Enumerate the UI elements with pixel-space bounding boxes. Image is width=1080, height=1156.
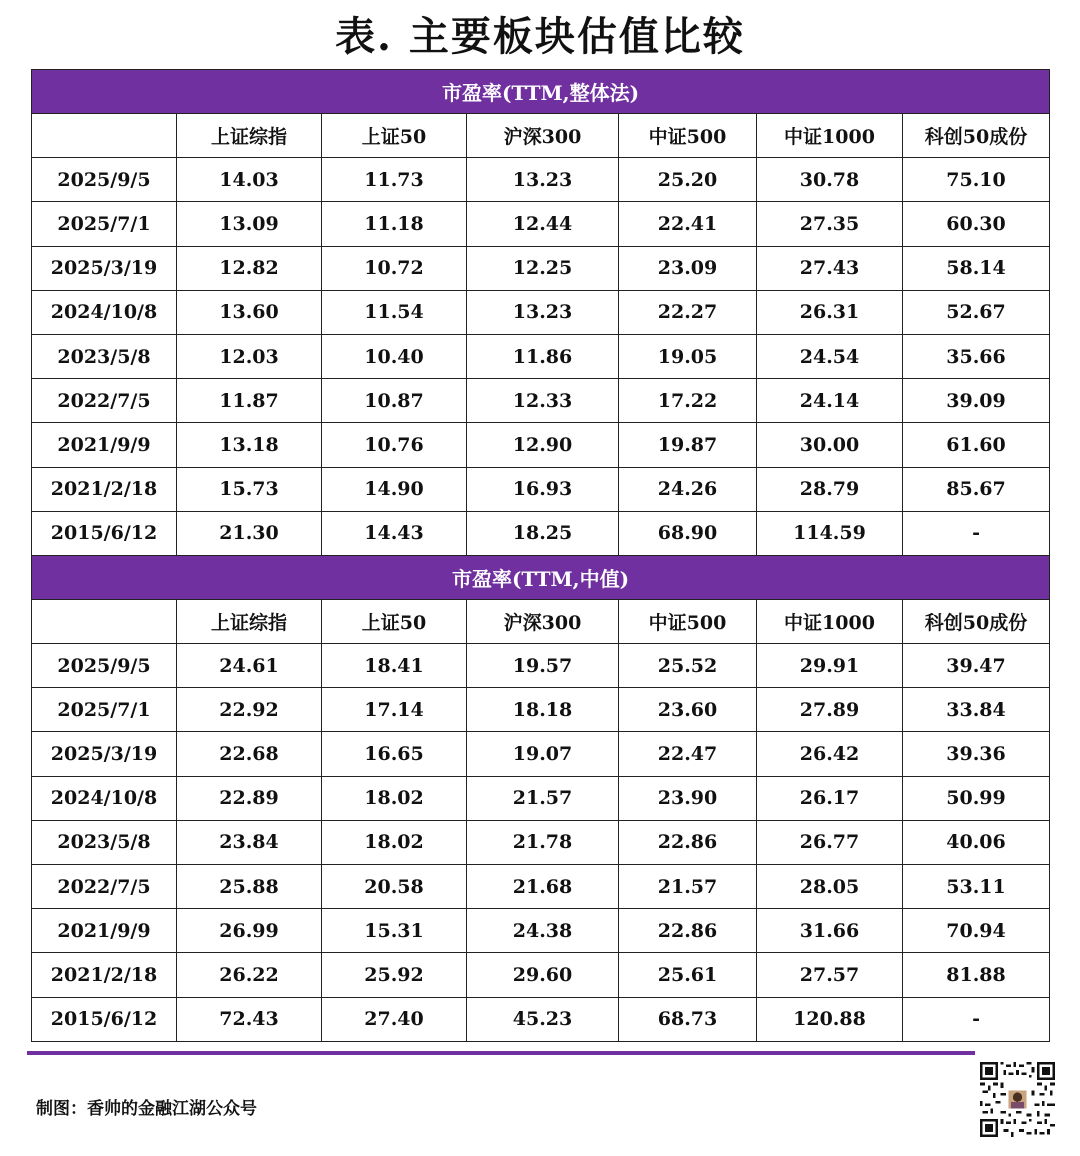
value-cell: 17.14 <box>322 688 467 732</box>
value-cell: 18.02 <box>322 776 467 820</box>
table-row <box>32 379 1050 423</box>
value-cell: 26.99 <box>177 909 322 953</box>
value-cell: 29.91 <box>757 644 903 688</box>
table-row <box>32 334 1050 378</box>
column-header: 中证500 <box>619 114 757 158</box>
column-header: 沪深300 <box>467 114 619 158</box>
value-cell: 30.78 <box>757 158 903 202</box>
value-cell: 33.84 <box>903 688 1050 732</box>
date-cell: 2021/9/9 <box>32 909 177 953</box>
value-cell: 25.20 <box>619 158 757 202</box>
value-cell: 12.25 <box>467 246 619 290</box>
date-cell: 2021/9/9 <box>32 423 177 467</box>
table-row <box>32 290 1050 334</box>
value-cell: 24.54 <box>757 334 903 378</box>
column-header-row <box>32 599 1050 643</box>
value-cell: 22.47 <box>619 732 757 776</box>
value-cell: 19.05 <box>619 334 757 378</box>
value-cell: 14.43 <box>322 511 467 555</box>
value-cell: 25.61 <box>619 953 757 997</box>
value-cell: 12.33 <box>467 379 619 423</box>
value-cell: 26.42 <box>757 732 903 776</box>
date-cell: 2025/9/5 <box>32 158 177 202</box>
date-cell: 2021/2/18 <box>32 467 177 511</box>
column-header: 沪深300 <box>467 599 619 643</box>
value-cell: 21.57 <box>619 865 757 909</box>
value-cell: 12.03 <box>177 334 322 378</box>
value-cell: 22.92 <box>177 688 322 732</box>
value-cell: 13.60 <box>177 290 322 334</box>
value-cell: 14.03 <box>177 158 322 202</box>
value-cell: 30.00 <box>757 423 903 467</box>
table-row <box>32 467 1050 511</box>
value-cell: 28.79 <box>757 467 903 511</box>
value-cell: 27.40 <box>322 997 467 1041</box>
table-row <box>32 820 1050 864</box>
value-cell: 68.90 <box>619 511 757 555</box>
value-cell: 19.07 <box>467 732 619 776</box>
value-cell: 26.31 <box>757 290 903 334</box>
column-header: 中证1000 <box>757 114 903 158</box>
value-cell: 60.30 <box>903 202 1050 246</box>
date-cell: 2015/6/12 <box>32 997 177 1041</box>
column-header: 上证50 <box>322 599 467 643</box>
value-cell: 20.58 <box>322 865 467 909</box>
value-cell: 45.23 <box>467 997 619 1041</box>
value-cell: 11.87 <box>177 379 322 423</box>
value-cell: 18.18 <box>467 688 619 732</box>
table-row <box>32 953 1050 997</box>
value-cell: 15.31 <box>322 909 467 953</box>
value-cell: 81.88 <box>903 953 1050 997</box>
table-row <box>32 202 1050 246</box>
date-cell: 2025/9/5 <box>32 644 177 688</box>
value-cell: 21.68 <box>467 865 619 909</box>
value-cell: 27.35 <box>757 202 903 246</box>
value-cell: 15.73 <box>177 467 322 511</box>
column-header: 中证1000 <box>757 599 903 643</box>
value-cell: 10.76 <box>322 423 467 467</box>
value-cell: 17.22 <box>619 379 757 423</box>
column-header-row <box>32 114 1050 158</box>
value-cell: 21.30 <box>177 511 322 555</box>
date-cell: 2024/10/8 <box>32 776 177 820</box>
valuation-table <box>31 69 1050 1042</box>
value-cell: 13.09 <box>177 202 322 246</box>
value-cell: 10.40 <box>322 334 467 378</box>
table-row <box>32 246 1050 290</box>
date-cell: 2025/7/1 <box>32 202 177 246</box>
table-row <box>32 688 1050 732</box>
column-header: 上证综指 <box>177 114 322 158</box>
section-header-row <box>32 555 1050 599</box>
value-cell: 27.57 <box>757 953 903 997</box>
value-cell: 22.86 <box>619 909 757 953</box>
value-cell: 29.60 <box>467 953 619 997</box>
value-cell: 22.27 <box>619 290 757 334</box>
table-row <box>32 423 1050 467</box>
value-cell: 50.99 <box>903 776 1050 820</box>
value-cell: 22.86 <box>619 820 757 864</box>
value-cell: 25.92 <box>322 953 467 997</box>
date-cell: 2025/3/19 <box>32 732 177 776</box>
value-cell: 25.52 <box>619 644 757 688</box>
date-cell: 2023/5/8 <box>32 334 177 378</box>
value-cell: 11.18 <box>322 202 467 246</box>
date-cell: 2025/3/19 <box>32 246 177 290</box>
value-cell: 28.05 <box>757 865 903 909</box>
value-cell: 23.60 <box>619 688 757 732</box>
section-heading: 市盈率(TTM,整体法) <box>32 70 1050 114</box>
value-cell: 13.23 <box>467 158 619 202</box>
value-cell: 39.09 <box>903 379 1050 423</box>
value-cell: - <box>903 511 1050 555</box>
value-cell: 10.72 <box>322 246 467 290</box>
column-header: 科创50成份 <box>903 599 1050 643</box>
value-cell: 11.54 <box>322 290 467 334</box>
date-cell: 2015/6/12 <box>32 511 177 555</box>
value-cell: 31.66 <box>757 909 903 953</box>
date-cell: 2022/7/5 <box>32 865 177 909</box>
value-cell: 26.77 <box>757 820 903 864</box>
value-cell: 10.87 <box>322 379 467 423</box>
value-cell: 24.38 <box>467 909 619 953</box>
section-heading: 市盈率(TTM,中值) <box>32 555 1050 599</box>
column-header: 中证500 <box>619 599 757 643</box>
value-cell: 40.06 <box>903 820 1050 864</box>
date-cell: 2025/7/1 <box>32 688 177 732</box>
column-header: 上证综指 <box>177 599 322 643</box>
date-cell: 2021/2/18 <box>32 953 177 997</box>
value-cell: 120.88 <box>757 997 903 1041</box>
value-cell: 39.36 <box>903 732 1050 776</box>
value-cell: 26.22 <box>177 953 322 997</box>
table-row <box>32 158 1050 202</box>
value-cell: 13.23 <box>467 290 619 334</box>
value-cell: 23.90 <box>619 776 757 820</box>
value-cell: 16.65 <box>322 732 467 776</box>
value-cell: 26.17 <box>757 776 903 820</box>
value-cell: 12.90 <box>467 423 619 467</box>
date-cell: 2022/7/5 <box>32 379 177 423</box>
value-cell: 70.94 <box>903 909 1050 953</box>
value-cell: 114.59 <box>757 511 903 555</box>
table-row <box>32 732 1050 776</box>
value-cell: 27.43 <box>757 246 903 290</box>
value-cell: 11.73 <box>322 158 467 202</box>
value-cell: 19.87 <box>619 423 757 467</box>
value-cell: 22.89 <box>177 776 322 820</box>
value-cell: 52.67 <box>903 290 1050 334</box>
column-header: 上证50 <box>322 114 467 158</box>
column-header <box>32 114 177 158</box>
value-cell: - <box>903 997 1050 1041</box>
value-cell: 18.02 <box>322 820 467 864</box>
value-cell: 12.82 <box>177 246 322 290</box>
value-cell: 58.14 <box>903 246 1050 290</box>
value-cell: 24.61 <box>177 644 322 688</box>
table-row <box>32 644 1050 688</box>
value-cell: 22.68 <box>177 732 322 776</box>
value-cell: 61.60 <box>903 423 1050 467</box>
value-cell: 18.41 <box>322 644 467 688</box>
value-cell: 35.66 <box>903 334 1050 378</box>
divider-rule <box>27 1051 975 1055</box>
value-cell: 22.41 <box>619 202 757 246</box>
column-header: 科创50成份 <box>903 114 1050 158</box>
footer-credit: 制图：香帅的金融江湖公众号 <box>36 1099 257 1119</box>
table-row <box>32 511 1050 555</box>
page-title: 表. 主要板块估值比较 <box>335 13 745 60</box>
value-cell: 16.93 <box>467 467 619 511</box>
table-row <box>32 865 1050 909</box>
table-row <box>32 776 1050 820</box>
value-cell: 75.10 <box>903 158 1050 202</box>
value-cell: 23.84 <box>177 820 322 864</box>
value-cell: 85.67 <box>903 467 1050 511</box>
value-cell: 27.89 <box>757 688 903 732</box>
column-header <box>32 599 177 643</box>
date-cell: 2023/5/8 <box>32 820 177 864</box>
value-cell: 19.57 <box>467 644 619 688</box>
value-cell: 23.09 <box>619 246 757 290</box>
value-cell: 13.18 <box>177 423 322 467</box>
value-cell: 25.88 <box>177 865 322 909</box>
table-row <box>32 909 1050 953</box>
value-cell: 53.11 <box>903 865 1050 909</box>
table-row <box>32 997 1050 1041</box>
date-cell: 2024/10/8 <box>32 290 177 334</box>
value-cell: 68.73 <box>619 997 757 1041</box>
value-cell: 21.57 <box>467 776 619 820</box>
value-cell: 24.14 <box>757 379 903 423</box>
value-cell: 11.86 <box>467 334 619 378</box>
value-cell: 18.25 <box>467 511 619 555</box>
value-cell: 14.90 <box>322 467 467 511</box>
value-cell: 39.47 <box>903 644 1050 688</box>
value-cell: 12.44 <box>467 202 619 246</box>
qr-code-icon <box>979 1062 1056 1137</box>
section-header-row <box>32 70 1050 114</box>
value-cell: 72.43 <box>177 997 322 1041</box>
value-cell: 24.26 <box>619 467 757 511</box>
value-cell: 21.78 <box>467 820 619 864</box>
